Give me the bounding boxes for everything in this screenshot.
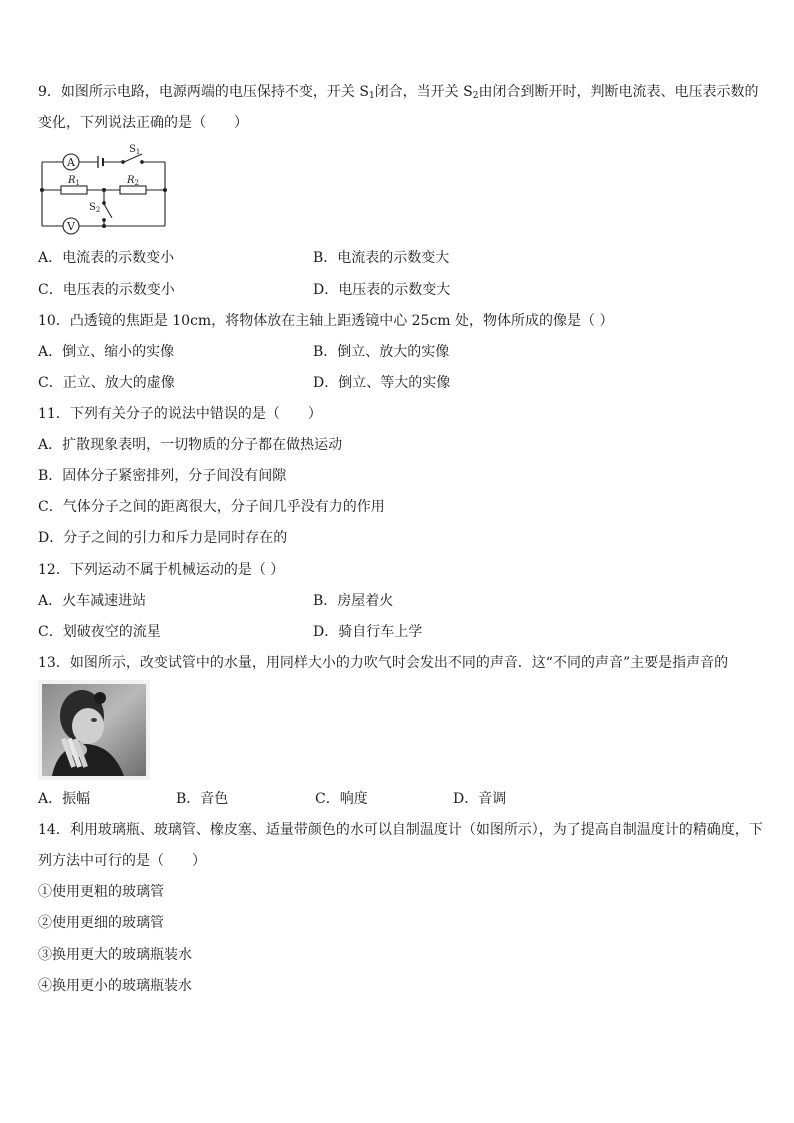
q14-stem-line1: 14．利用玻璃瓶、玻璃管、橡皮塞、适量带颜色的水可以自制温度计（如图所示），为了提高自制温度计的精确度，下 [38,822,763,838]
q10-stem: 10．凸透镜的焦距是 10cm，将物体放在主轴上距透镜中心 25cm 处，物体所成的像是（ ） [38,313,614,329]
q10-option-a: A．倒立、缩小的实像 [38,344,175,360]
q12-option-b: B．房屋着火 [313,593,394,609]
q11-option-a: A．扩散现象表明，一切物质的分子都在做热运动 [38,437,343,453]
q13-option-d: D．音调 [453,791,507,807]
q13-option-c: C．响度 [315,791,368,807]
q11-option-d: D．分子之间的引力和斥力是同时存在的 [38,530,288,546]
q13-option-a: A．振幅 [38,791,91,807]
q9-option-c: C．电压表的示数变小 [38,282,175,298]
q10-option-d: D．倒立、等大的实像 [313,375,451,391]
q9-text-b: 闭合，当开关 S [374,84,473,100]
q14-item-1: ①使用更粗的玻璃管 [38,884,164,900]
q13-option-b: B．音色 [176,791,229,807]
q12-stem: 12．下列运动不属于机械运动的是（ ） [38,562,285,578]
ammeter-label: A [67,156,75,169]
q14-stem-line2: 列方法中可行的是（ ） [38,853,206,869]
q14-item-3: ③换用更大的玻璃瓶装水 [38,947,192,963]
voltmeter-label: V [67,220,75,233]
q11-option-b: B．固体分子紧密排列，分子间没有间隙 [38,468,287,484]
q10-option-c: C．正立、放大的虚像 [38,375,175,391]
s1-label: $S_1$ [129,144,141,156]
q9-stem-line1 [38,82,758,106]
q10-option-b: B．倒立、放大的实像 [313,344,450,360]
q11-stem: 11．下列有关分子的说法中错误的是（ ） [38,406,322,422]
q9-text-a: 9．如图所示电路，电源两端的电压保持不变，开关 S [38,84,369,100]
q12-option-c: C．划破夜空的流星 [38,624,161,640]
q9-option-a: A．电流表的示数变小 [38,250,175,266]
r1-label: $R_1$ [68,175,80,187]
q12-option-d: D．骑自行车上学 [313,624,423,640]
q9-sub-1: 1 [368,91,375,101]
q9-circuit-diagram [36,140,170,236]
q14-item-2: ②使用更细的玻璃管 [38,915,164,931]
s2-label: $S_2$ [89,202,101,214]
q12-option-a: A．火车减速进站 [38,593,147,609]
q13-photo [38,680,150,780]
q14-item-4: ④换用更小的玻璃瓶装水 [38,978,192,994]
q9-option-b: B．电流表的示数变大 [313,250,450,266]
q9-stem-line2: 变化，下列说法正确的是（ ） [38,115,248,131]
q13-stem: 13．如图所示，改变试管中的水量，用同样大小的力吹气时会发出不同的声音．这“不同的声音”主要是指声音的 [38,655,729,671]
q9-option-d: D．电压表的示数变大 [313,282,451,298]
r2-label: $R_2$ [127,175,139,187]
q9-text-c: 由闭合到断开时，判断电流表、电压表示数的 [478,84,759,100]
q9-sub-2: 2 [472,91,479,101]
q11-option-c: C．气体分子之间的距离很大，分子间几乎没有力的作用 [38,499,385,515]
